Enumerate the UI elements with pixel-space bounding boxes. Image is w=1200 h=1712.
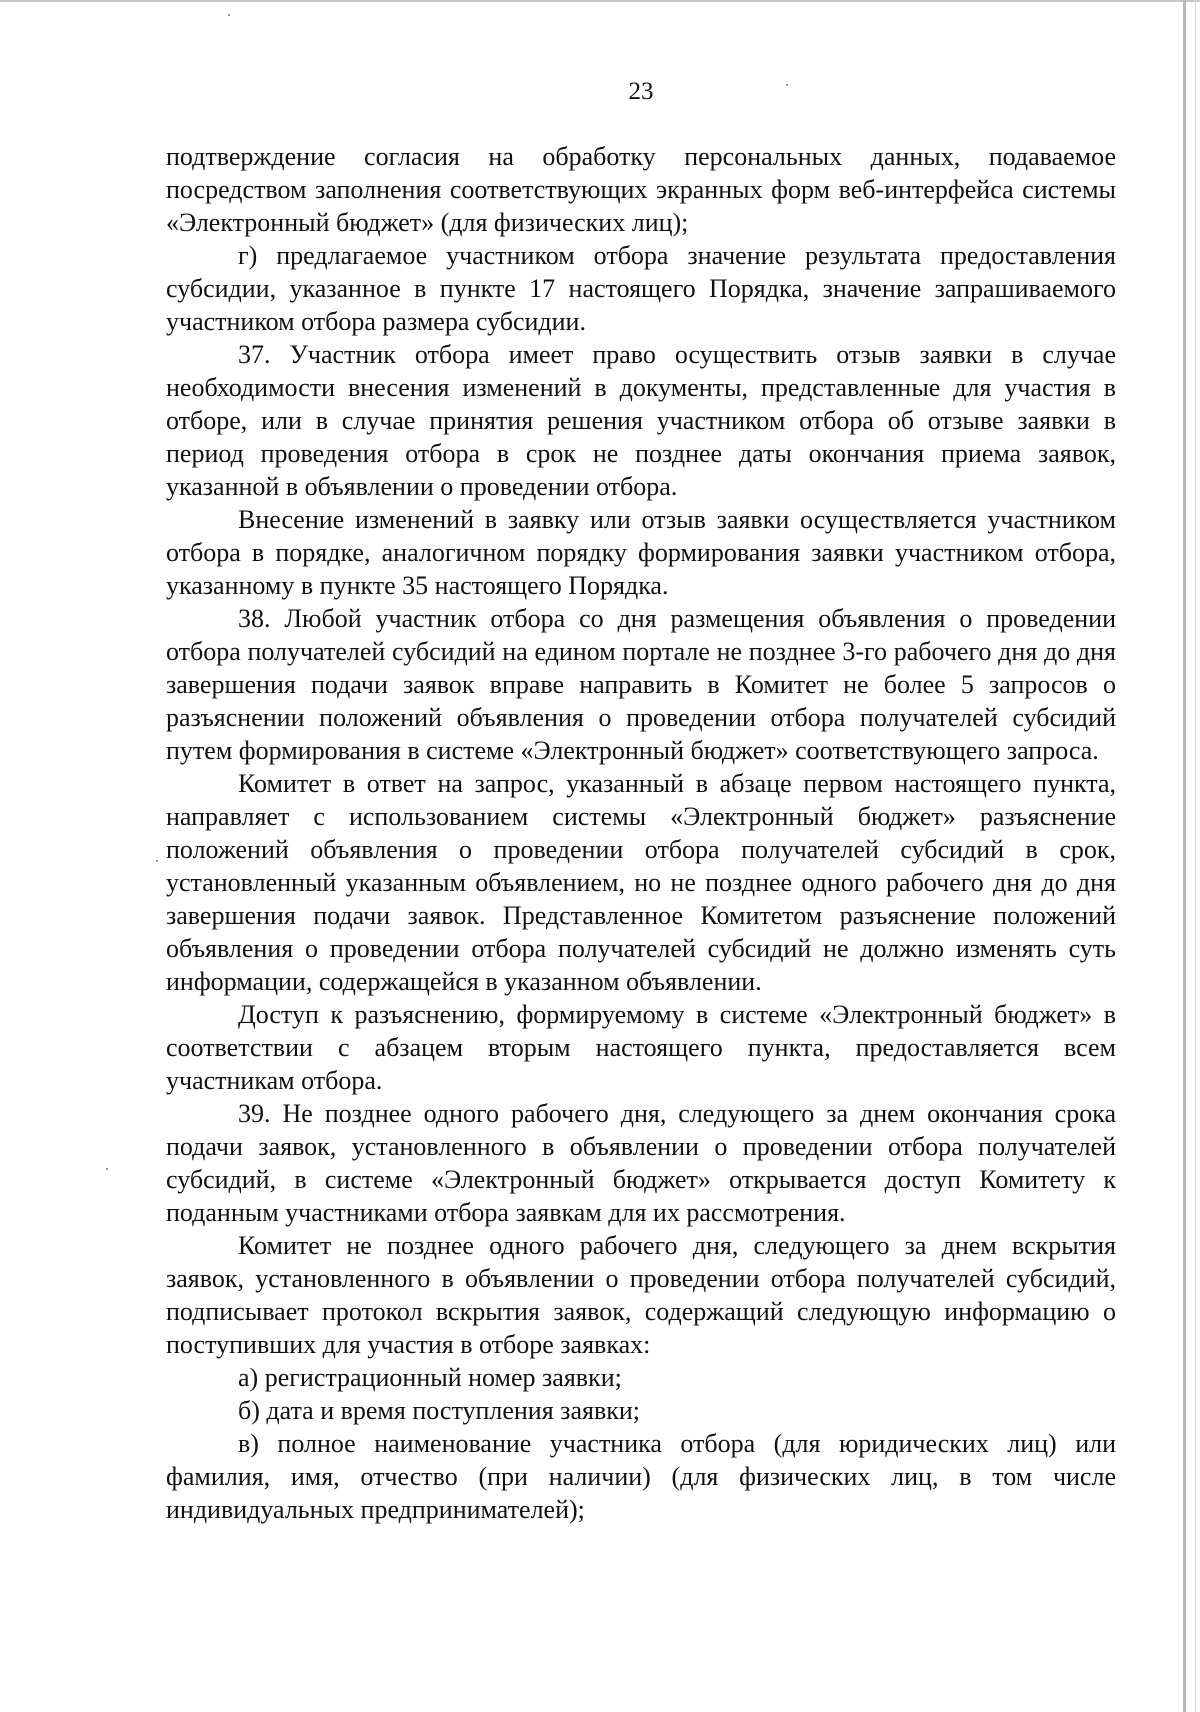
page-number: 23: [628, 78, 654, 105]
paragraph: 39. Не позднее одного рабочего дня, следующего за днем окончания срока подачи заявок, установленного в объявлении о проведении отбора получателей субсидий, в системе «Электронный бюджет» открывается доступ Комитету к поданным участниками отбора заявкам для их рассмотрения.: [166, 1099, 1116, 1227]
paragraph: 38. Любой участник отбора со дня размещения объявления о проведении отбора получателей субсидий на едином портале не позднее 3-го рабочего дня до дня завершения подачи заявок вправе направить в Комитет не более 5 запросов о разъяснении положений объявления о проведении отбора получателей субсидий путем формирования в системе «Электронный бюджет» соответствующего запроса.: [166, 604, 1116, 765]
list-item: а) регистрационный номер заявки;: [238, 1363, 622, 1392]
scan-right-edge: [1183, 0, 1186, 1712]
paragraph: Комитет не позднее одного рабочего дня, следующего за днем вскрытия заявок, установленного в объявлении о проведении отбора получателей субсидий, подписывает протокол вскрытия заявок, содержащий следующую информацию о поступивших для участия в отборе заявках:: [166, 1231, 1116, 1359]
paragraph: подтверждение согласия на обработку персональных данных, подаваемое посредством заполнения соответствующих экранных форм веб-интерфейса системы «Электронный бюджет» (для физических лиц);: [166, 142, 1116, 237]
paragraph: Внесение изменений в заявку или отзыв заявки осуществляется участником отбора в порядке, аналогичном порядку формирования заявки участником отбора, указанному в пункте 35 настоящего Порядка.: [166, 505, 1116, 600]
scan-right-edge-line: [1195, 0, 1196, 1712]
list-item: б) дата и время поступления заявки;: [238, 1396, 640, 1425]
paragraph: г) предлагаемое участником отбора значение результата предоставления субсидии, указанное в пункте 17 настоящего Порядка, значение запрашиваемого участником отбора размера субсидии.: [166, 241, 1116, 336]
scan-speck: [156, 860, 158, 862]
scan-speck: [106, 1168, 108, 1170]
paragraph: Комитет в ответ на запрос, указанный в абзаце первом настоящего пункта, направляет с использованием системы «Электронный бюджет» разъяснение положений объявления о проведении отбора получателей субсидий в срок, установленный указанным объявлением, но не позднее одного рабочего дня до дня завершения подачи заявок. Представленное Комитетом разъяснение положений объявления о проведении отбора получателей субсидий не должно изменять суть информации, содержащейся в указанном объявлении.: [166, 769, 1116, 996]
scan-top-edge: [0, 0, 1200, 2]
paragraph: Доступ к разъяснению, формируемому в системе «Электронный бюджет» в соответствии с абзацем вторым настоящего пункта, предоставляется всем участникам отбора.: [166, 1000, 1116, 1095]
paragraph: 37. Участник отбора имеет право осуществить отзыв заявки в случае необходимости внесения изменений в документы, представленные для участия в отборе, или в случае принятия решения участником отбора об отзыве заявки в период проведения отбора в срок не позднее даты окончания приема заявок, указанной в объявлении о проведении отбора.: [166, 340, 1116, 501]
scan-speck: [228, 14, 230, 16]
list-item: в) полное наименование участника отбора (для юридических лиц) или фамилия, имя, отчество (при наличии) (для физических лиц, в том числе индивидуальных предпринимателей);: [166, 1429, 1116, 1524]
document-body: [166, 140, 1116, 1526]
